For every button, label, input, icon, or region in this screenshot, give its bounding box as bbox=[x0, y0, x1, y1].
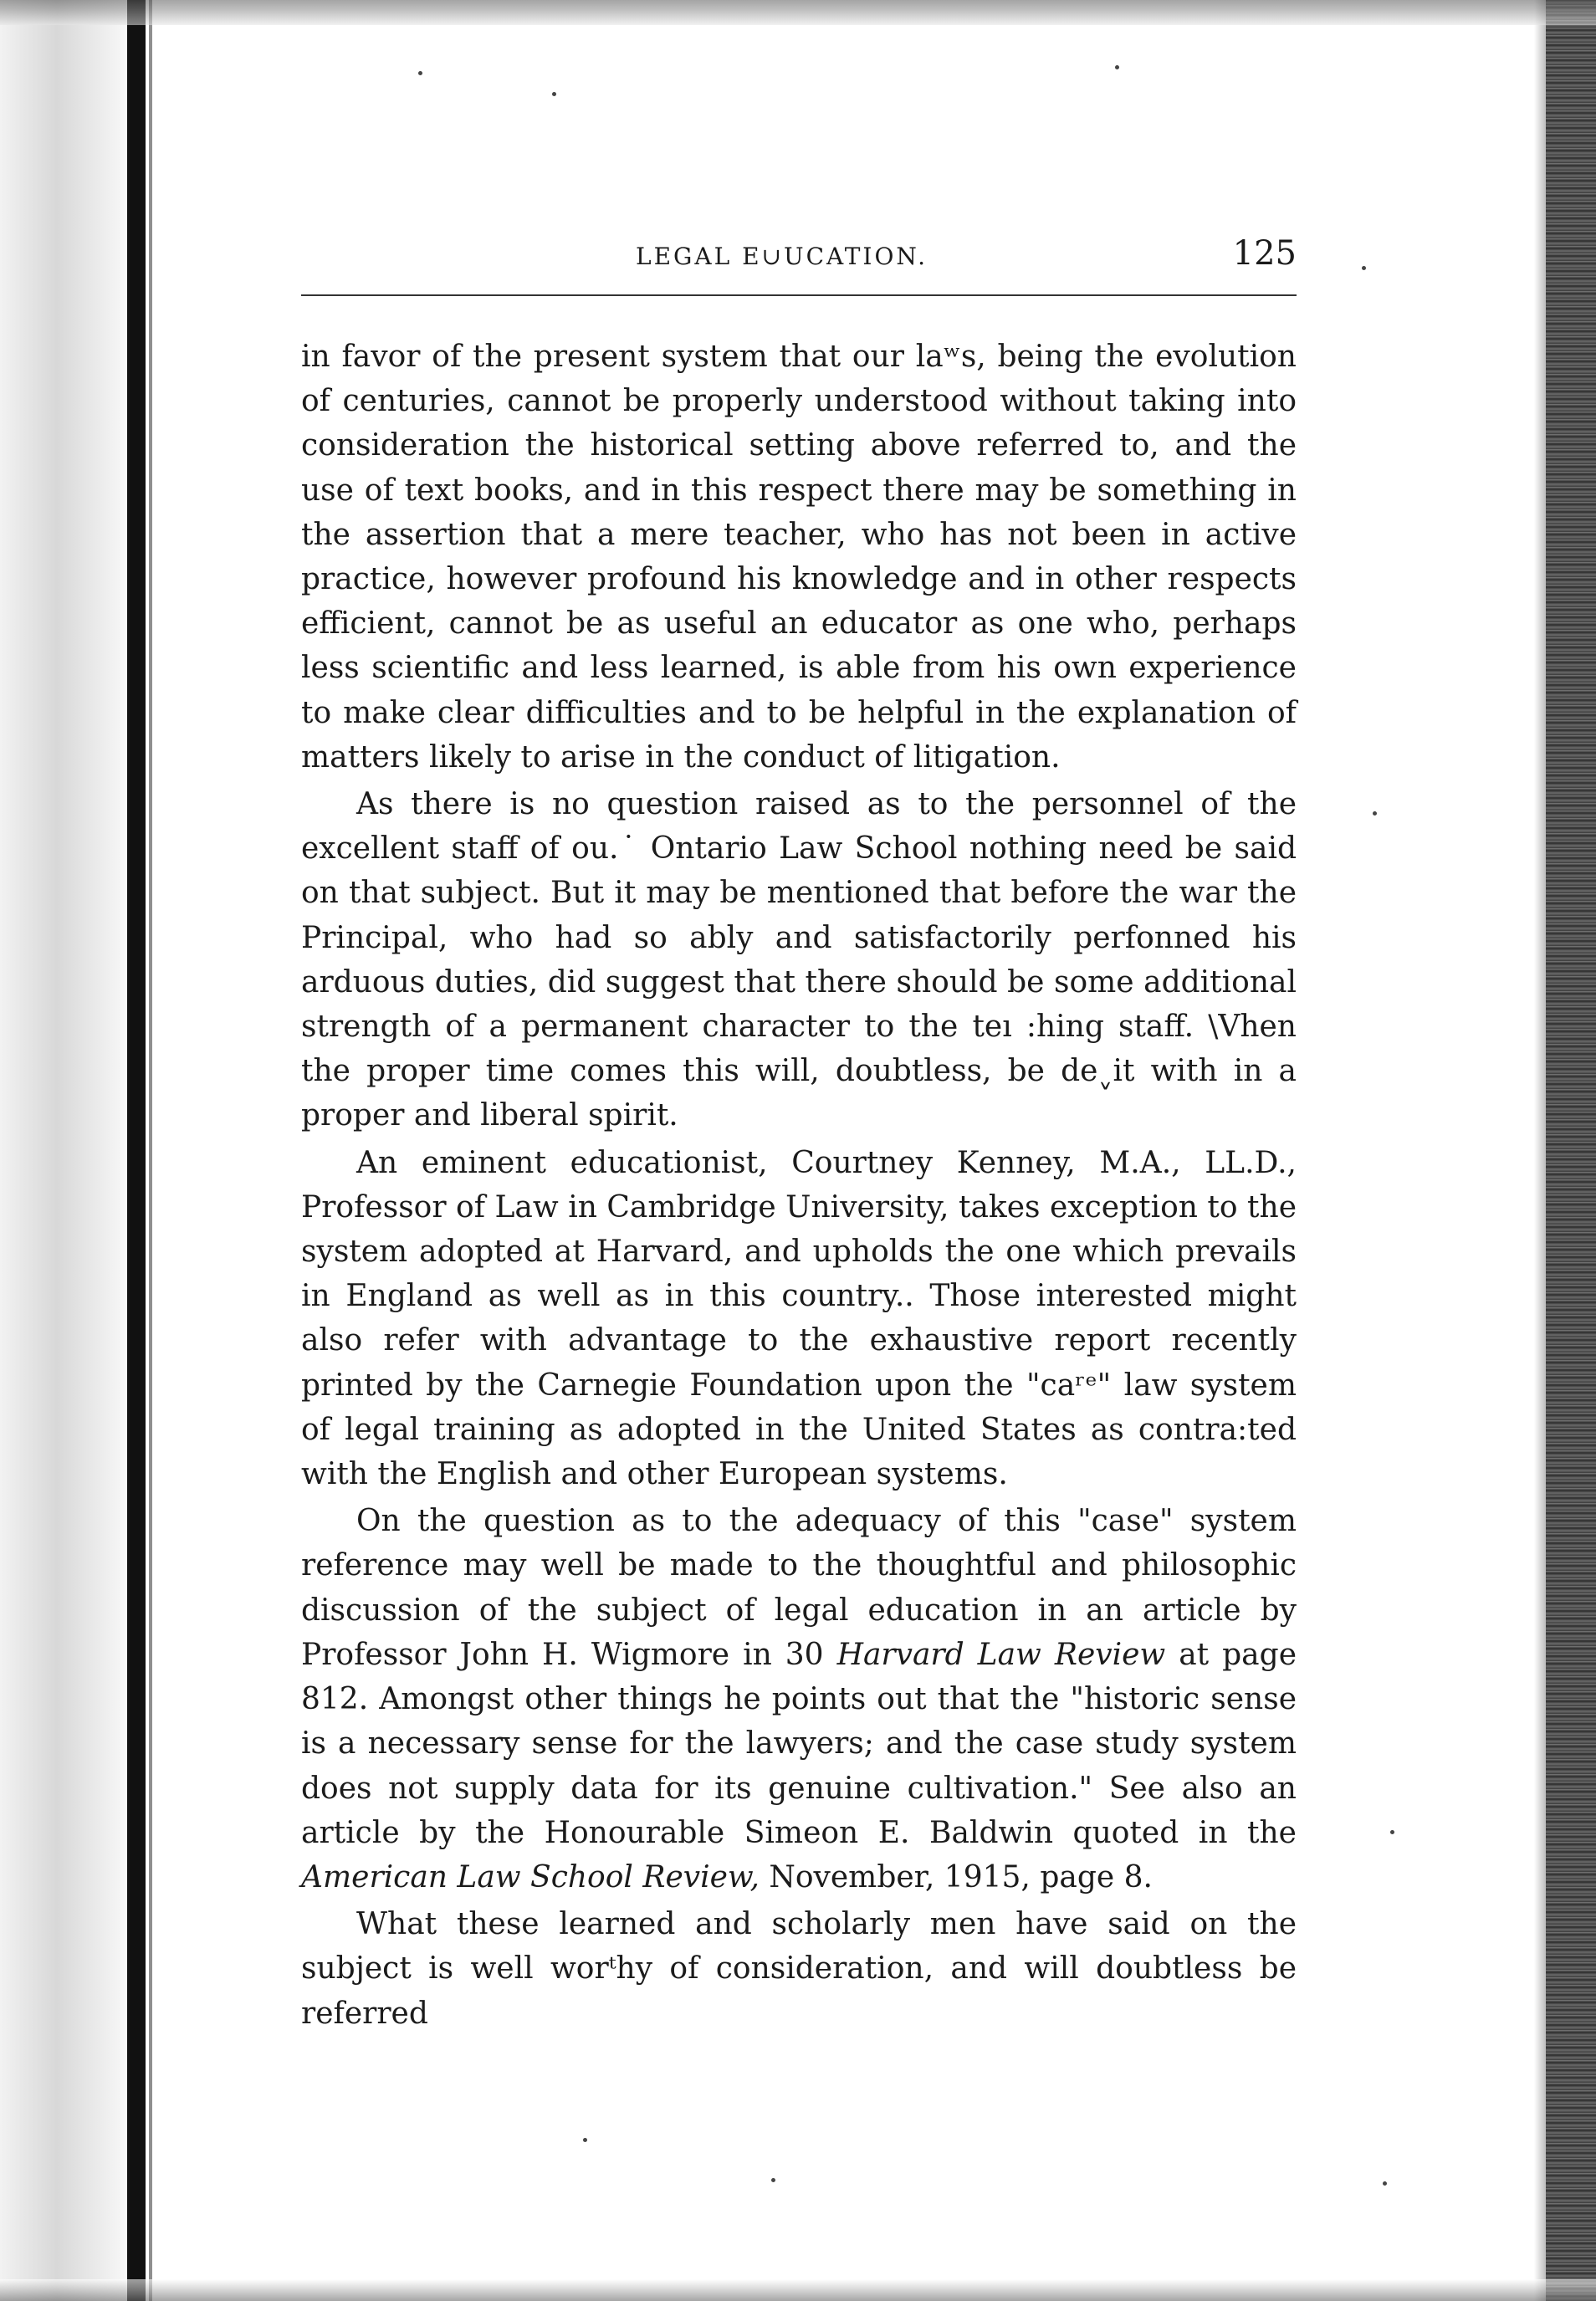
scan-speck bbox=[1390, 1830, 1394, 1834]
scan-bottom-edge bbox=[0, 2279, 1596, 2301]
paragraph bbox=[301, 1902, 1297, 2036]
paragraph-text: November, 1915, page 8. bbox=[759, 1859, 1153, 1894]
paragraph-text: What these learned and scholarly men have said on the subject is well worᵗhy of consideration, and will doubtless be referred bbox=[301, 1907, 1297, 2031]
scan-speck bbox=[1373, 811, 1377, 816]
scan-speck bbox=[583, 2138, 587, 2142]
scan-top-edge bbox=[0, 0, 1596, 25]
paragraph-text: at page 812. Amongst other things he points out that the "historic sense is a necessary sense for the lawyers; and the case study system does not supply data for its genuine cultivation." See also an article by the Honourable Simeon E. Baldwin quoted in the bbox=[301, 1637, 1297, 1850]
scan-speck bbox=[1362, 266, 1366, 270]
scan-speck bbox=[771, 2178, 775, 2182]
paragraph bbox=[301, 782, 1297, 1138]
scan-right-shadow bbox=[1534, 0, 1546, 2301]
paragraph bbox=[301, 335, 1297, 780]
scan-speck bbox=[552, 92, 556, 96]
running-header bbox=[301, 224, 1297, 274]
scan-speck bbox=[418, 71, 422, 75]
scan-speck bbox=[1115, 65, 1119, 69]
paragraph-text: in favor of the present system that our laʷs, being the evolution of centuries, cannot be properly understood without taking into consideration the historical setting above referred to, and the use of text books, and in this respect there may be something in the assertion that a mere teacher, who has not been in active practice, however profound his knowledge and in other respects efficient, cannot be as useful an educator as one who, perhaps less scientific and less learned, is able from his own experience to make clear difficulties and to be helpful in the explanation of matters likely to arise in the conduct of litigation. bbox=[301, 340, 1297, 775]
header-rule bbox=[301, 294, 1297, 296]
paragraph-text: As there is no question raised as to the personnel of the excellent staff of ou.˙ Ontario Law School nothing need be said on that subject. But it may be mentioned that before the war the Principal, who had so ably and satisfactorily perfonned his arduous duties, did suggest that there should be some additional strength of a permanent character to the teı :hing staff. \Vhen the proper time comes this will, doubtless, be deˬit with in a proper and liberal spirit. bbox=[301, 787, 1297, 1133]
body-text bbox=[301, 335, 1297, 2036]
scan-speck bbox=[1383, 2181, 1387, 2186]
header-title: LEGAL E∪UCATION. bbox=[636, 243, 928, 270]
scan-left-margin bbox=[0, 0, 142, 2301]
binding-edge bbox=[127, 0, 146, 2301]
paragraph-text: On the question as to the adequacy of this "case" system reference may well be made to the thoughtful and philosophic discussion of the subject of legal education in an article by Professor John H. Wigmore in 30 bbox=[301, 1504, 1297, 1672]
journal-title: American Law School Review, bbox=[301, 1859, 760, 1894]
paragraph bbox=[301, 1141, 1297, 1497]
scan-right-margin bbox=[1546, 0, 1596, 2301]
paragraph bbox=[301, 1499, 1297, 1900]
paragraph-text: An eminent educationist, Courtney Kenney, M.A., LL.D., Professor of Law in Cambridge University, takes exception to the system adopted at Harvard, and upholds the one which prevails in England as well as in this country.. Those interested might also refer with advantage to the exhaustive report recently printed by the Carnegie Foundation upon the "caʳᵉ" law system of legal training as adopted in the United States as contra:ted with the English and other European systems. bbox=[301, 1145, 1297, 1492]
page-number: 125 bbox=[1232, 234, 1297, 273]
journal-title: Harvard Law Review bbox=[836, 1637, 1166, 1672]
binding-edge-thin bbox=[149, 0, 152, 2301]
